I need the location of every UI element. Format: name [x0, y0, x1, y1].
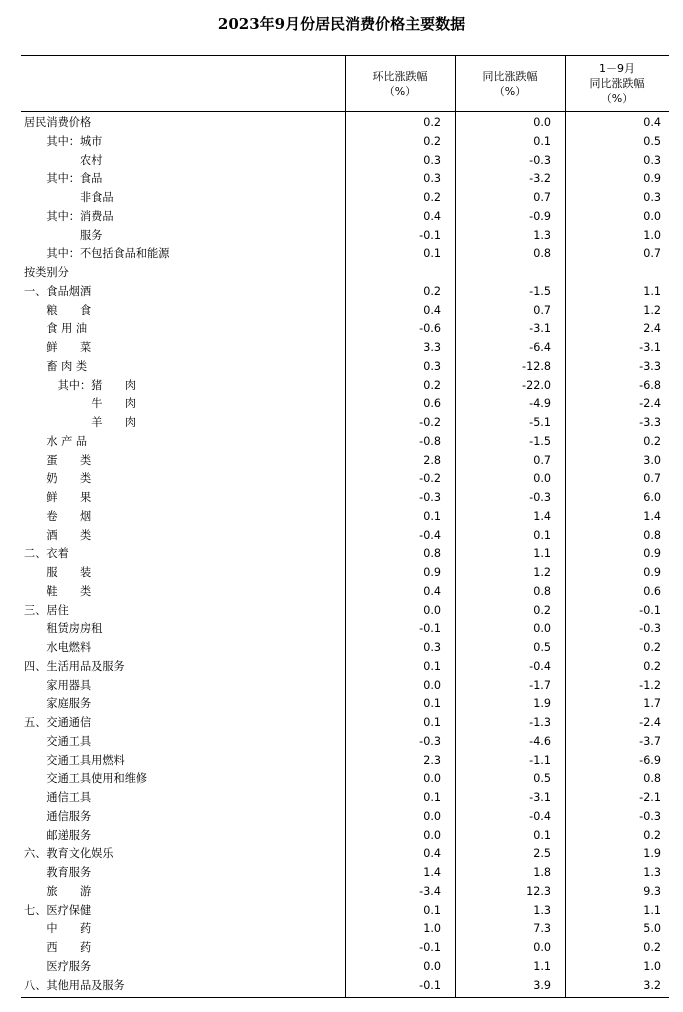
- yoy-value: -4.6: [529, 734, 551, 748]
- row-label: 家用器具: [46, 678, 92, 692]
- table-row: [21, 320, 669, 339]
- row-label: 医疗服务: [46, 959, 92, 973]
- yoy-value: 12.3: [526, 884, 551, 898]
- yoy-value: 7.3: [533, 922, 551, 936]
- row-label: 水 产 品: [46, 434, 88, 448]
- row-label: 食 用 油: [46, 322, 88, 336]
- mom-value: 0.0: [423, 603, 441, 617]
- table-row: [21, 695, 669, 714]
- ytd-value: 0.6: [643, 584, 661, 598]
- table-row: [21, 902, 669, 921]
- mom-value: 0.2: [423, 116, 441, 129]
- yoy-value: -1.5: [529, 434, 551, 448]
- yoy-value: 0.5: [533, 641, 551, 654]
- mom-value: 0.2: [423, 191, 441, 204]
- ytd-value: -0.3: [639, 622, 661, 636]
- row-label: 其中：猪 肉: [57, 378, 136, 392]
- header-ytd-line3: （%）: [600, 92, 634, 105]
- ytd-value: 0.2: [643, 828, 661, 842]
- ytd-value: 0.2: [643, 641, 661, 654]
- row-label: 教育服务: [46, 866, 92, 879]
- ytd-value: 1.3: [643, 866, 661, 879]
- ytd-value: 0.9: [643, 547, 661, 561]
- row-label: 三、居住: [24, 603, 69, 617]
- yoy-value: 0.7: [533, 453, 551, 467]
- header-yoy: [455, 56, 565, 111]
- cpi-table: [21, 55, 669, 998]
- table-row: [21, 714, 669, 733]
- row-label: 服 装: [46, 566, 92, 579]
- ytd-value: 0.3: [643, 191, 661, 204]
- yoy-value: 0.0: [533, 622, 551, 636]
- table-row: [21, 452, 669, 471]
- mom-value: 0.2: [423, 378, 441, 392]
- table-row: [21, 489, 669, 508]
- yoy-value: -3.1: [529, 322, 551, 336]
- ytd-value: 1.1: [643, 284, 661, 298]
- ytd-value: 0.8: [643, 528, 661, 542]
- mom-value: 0.3: [423, 172, 441, 186]
- row-label: 其中：城市: [46, 134, 103, 148]
- table-row: [21, 808, 669, 827]
- yoy-value: 0.0: [533, 472, 551, 486]
- ytd-value: 0.7: [643, 247, 661, 261]
- row-label: 非食品: [80, 191, 114, 204]
- ytd-value: 0.4: [643, 116, 661, 129]
- yoy-value: -5.1: [529, 416, 551, 429]
- yoy-value: 2.5: [533, 847, 551, 861]
- row-label: 粮 食: [46, 303, 92, 317]
- row-label: 交通工具: [46, 734, 92, 748]
- mom-value: -0.1: [419, 978, 441, 992]
- mom-value: 0.0: [423, 809, 441, 823]
- table-row: [21, 339, 669, 358]
- ytd-value: 1.9: [643, 847, 661, 861]
- mom-value: 0.4: [423, 847, 441, 861]
- mom-value: 0.0: [423, 828, 441, 842]
- table-row: [21, 677, 669, 696]
- mom-value: -0.1: [419, 228, 441, 242]
- ytd-value: -6.8: [639, 378, 661, 392]
- ytd-value: -2.4: [639, 397, 661, 411]
- table-row: [21, 752, 669, 771]
- mom-value: 1.0: [423, 922, 441, 936]
- ytd-value: 0.7: [643, 472, 661, 486]
- header-mom-line1: 环比涨跌幅: [372, 69, 428, 83]
- row-label: 水电燃料: [46, 641, 92, 654]
- table-row: [21, 395, 669, 414]
- mom-value: -0.2: [419, 416, 441, 429]
- table-row: [21, 845, 669, 864]
- mom-value: -0.3: [419, 734, 441, 748]
- yoy-value: 0.1: [533, 828, 551, 842]
- row-label: 通信服务: [46, 809, 92, 823]
- ytd-value: 6.0: [643, 491, 661, 504]
- table-row: [21, 358, 669, 377]
- mom-value: 0.4: [423, 584, 441, 598]
- mom-value: 2.3: [423, 753, 441, 767]
- yoy-value: 0.7: [533, 303, 551, 317]
- table-row: [21, 527, 669, 546]
- yoy-value: 3.9: [533, 978, 551, 992]
- mom-value: 0.1: [423, 903, 441, 917]
- ytd-value: 0.9: [643, 566, 661, 579]
- yoy-value: 1.3: [533, 228, 551, 242]
- ytd-value: 2.4: [643, 322, 661, 336]
- row-label: 按类别分: [24, 266, 69, 279]
- table-row: [21, 508, 669, 527]
- yoy-value: -1.5: [529, 284, 551, 298]
- ytd-value: 0.0: [643, 209, 661, 223]
- mom-value: 1.4: [423, 866, 441, 879]
- mom-value: -3.4: [419, 884, 441, 898]
- header-ytd: [565, 56, 669, 111]
- ytd-value: -0.1: [639, 603, 661, 617]
- table-row: [21, 639, 669, 658]
- mom-value: 0.2: [423, 284, 441, 298]
- yoy-value: 0.0: [533, 941, 551, 954]
- mom-value: 0.1: [423, 697, 441, 711]
- yoy-value: 1.4: [533, 509, 551, 523]
- mom-value: 0.0: [423, 959, 441, 973]
- yoy-value: 1.1: [533, 959, 551, 973]
- row-label: 畜 肉 类: [46, 359, 88, 373]
- ytd-value: 0.2: [643, 941, 661, 954]
- header-ytd-line2: 同比涨跌幅: [589, 77, 645, 90]
- table-row: [21, 264, 669, 283]
- row-label: 奶 类: [46, 472, 92, 486]
- table-row: [21, 170, 669, 189]
- row-label: 旅 游: [46, 884, 92, 898]
- table-row: [21, 245, 669, 264]
- table-row: [21, 920, 669, 939]
- table-row: [21, 227, 669, 246]
- yoy-value: -12.8: [522, 359, 551, 373]
- yoy-value: -0.9: [529, 209, 551, 223]
- table-row: [21, 883, 669, 902]
- ytd-value: -0.3: [639, 809, 661, 823]
- table-row: [21, 733, 669, 752]
- ytd-value: 9.3: [643, 884, 661, 898]
- table-row: [21, 545, 669, 564]
- row-label: 中 药: [46, 922, 92, 936]
- ytd-value: 1.0: [643, 959, 661, 973]
- table-row: [21, 939, 669, 958]
- row-label: 其中：不包括食品和能源: [46, 247, 170, 261]
- yoy-value: -3.1: [529, 791, 551, 804]
- table-row: [21, 470, 669, 489]
- yoy-value: -0.3: [529, 491, 551, 504]
- mom-value: 0.0: [423, 678, 441, 692]
- yoy-value: 0.1: [533, 134, 551, 148]
- mom-value: 0.1: [423, 247, 441, 261]
- ytd-value: -6.9: [639, 753, 661, 767]
- row-label: 交通工具使用和维修: [46, 772, 148, 786]
- row-label: 邮递服务: [46, 828, 92, 842]
- yoy-value: -0.4: [529, 659, 551, 673]
- row-label: 卷 烟: [46, 509, 92, 523]
- ytd-value: -1.2: [639, 678, 661, 692]
- table-row: [21, 789, 669, 808]
- table-body: [21, 114, 669, 995]
- mom-value: -0.1: [419, 941, 441, 954]
- ytd-value: -2.1: [639, 791, 661, 804]
- mom-value: 2.8: [423, 453, 441, 467]
- row-label: 四、生活用品及服务: [24, 659, 125, 673]
- row-label: 蛋 类: [46, 453, 92, 467]
- header-mom-line2: （%）: [383, 84, 417, 98]
- yoy-value: 1.3: [533, 903, 551, 917]
- yoy-value: 1.8: [533, 866, 551, 879]
- header-mom: [345, 56, 455, 111]
- row-label: 通信工具: [46, 791, 92, 804]
- row-label: 服务: [80, 228, 103, 242]
- row-label: 其中：食品: [46, 172, 103, 186]
- mom-value: -0.4: [419, 528, 441, 542]
- ytd-value: 0.8: [643, 772, 661, 786]
- table-row: [21, 433, 669, 452]
- mom-value: -0.6: [419, 322, 441, 336]
- yoy-value: 1.1: [533, 547, 551, 561]
- yoy-value: -1.3: [529, 716, 551, 729]
- table-row: [21, 620, 669, 639]
- header-divider: [21, 111, 669, 112]
- yoy-value: -22.0: [522, 378, 551, 392]
- table-row: [21, 302, 669, 321]
- mom-value: 0.1: [423, 716, 441, 729]
- yoy-value: 1.9: [533, 697, 551, 711]
- table-row: [21, 414, 669, 433]
- yoy-value: 0.7: [533, 191, 551, 204]
- table-row: [21, 583, 669, 602]
- ytd-value: 3.2: [643, 978, 661, 992]
- table-row: [21, 827, 669, 846]
- mom-value: 0.1: [423, 659, 441, 673]
- ytd-value: -3.3: [639, 359, 661, 373]
- mom-value: 0.3: [423, 359, 441, 373]
- ytd-value: -3.1: [639, 341, 661, 354]
- row-label: 一、食品烟酒: [24, 284, 92, 298]
- yoy-value: -0.4: [529, 809, 551, 823]
- table-row: [21, 564, 669, 583]
- header-ytd-line1: 1－9月: [599, 62, 635, 75]
- row-label: 七、医疗保健: [24, 903, 92, 917]
- mom-value: 0.1: [423, 791, 441, 804]
- mom-value: 0.1: [423, 509, 441, 523]
- ytd-value: 0.5: [643, 134, 661, 148]
- table-row: [21, 602, 669, 621]
- yoy-value: 0.5: [533, 772, 551, 786]
- table-row: [21, 864, 669, 883]
- table-row: [21, 977, 669, 996]
- row-label: 二、衣着: [24, 547, 69, 561]
- ytd-value: 1.0: [643, 228, 661, 242]
- mom-value: 0.2: [423, 134, 441, 148]
- ytd-value: 0.9: [643, 172, 661, 186]
- ytd-value: 1.7: [643, 697, 661, 711]
- mom-value: 0.6: [423, 397, 441, 411]
- page-title: 2023年9月份居民消费价格主要数据: [217, 15, 466, 33]
- yoy-value: -0.3: [529, 153, 551, 167]
- mom-value: -0.3: [419, 491, 441, 504]
- ytd-value: 0.3: [643, 153, 661, 167]
- ytd-value: 3.0: [643, 453, 661, 467]
- row-label: 西 药: [46, 941, 92, 954]
- mom-value: 3.3: [423, 341, 441, 354]
- row-label: 牛 肉: [91, 397, 136, 411]
- mom-value: -0.2: [419, 472, 441, 486]
- row-label: 羊 肉: [91, 416, 136, 429]
- mom-value: 0.8: [423, 547, 441, 561]
- yoy-value: 0.2: [533, 603, 551, 617]
- row-label: 六、教育文化娱乐: [24, 847, 114, 861]
- row-label: 交通工具用燃料: [46, 753, 125, 767]
- yoy-value: -1.7: [529, 678, 551, 692]
- ytd-value: 1.4: [643, 509, 661, 523]
- row-label: 鲜 菜: [46, 341, 92, 354]
- ytd-value: -2.4: [639, 716, 661, 729]
- yoy-value: -6.4: [529, 341, 551, 354]
- row-label: 八、其他用品及服务: [24, 978, 125, 992]
- yoy-value: -1.1: [529, 753, 551, 767]
- ytd-value: 5.0: [643, 922, 661, 936]
- mom-value: 0.4: [423, 303, 441, 317]
- header-yoy-line2: （%）: [493, 84, 527, 98]
- mom-value: 0.4: [423, 209, 441, 223]
- row-label: 鞋 类: [46, 584, 92, 598]
- table-row: [21, 133, 669, 152]
- table-row: [21, 114, 669, 133]
- table-row: [21, 283, 669, 302]
- yoy-value: 0.1: [533, 528, 551, 542]
- row-label: 其中：消费品: [46, 209, 114, 223]
- mom-value: 0.3: [423, 153, 441, 167]
- ytd-value: -3.7: [639, 734, 661, 748]
- yoy-value: 1.2: [533, 566, 551, 579]
- yoy-value: 0.8: [533, 247, 551, 261]
- row-label: 五、交通通信: [24, 716, 92, 729]
- row-label: 鲜 果: [46, 491, 92, 504]
- table-row: [21, 958, 669, 977]
- table-row: [21, 189, 669, 208]
- yoy-value: 0.0: [533, 116, 551, 129]
- ytd-value: 1.1: [643, 903, 661, 917]
- row-label: 农村: [80, 153, 103, 167]
- ytd-value: 0.2: [643, 434, 661, 448]
- ytd-value: -3.3: [639, 416, 661, 429]
- yoy-value: -4.9: [529, 397, 551, 411]
- yoy-value: 0.8: [533, 584, 551, 598]
- row-label: 居民消费价格: [24, 116, 92, 129]
- header-yoy-line1: 同比涨跌幅: [482, 69, 538, 83]
- table-row: [21, 770, 669, 789]
- mom-value: 0.0: [423, 772, 441, 786]
- row-label: 租赁房房租: [46, 622, 103, 636]
- ytd-value: 0.2: [643, 659, 661, 673]
- table-row: [21, 208, 669, 227]
- row-label: 酒 类: [46, 528, 92, 542]
- mom-value: -0.8: [419, 434, 441, 448]
- table-row: [21, 658, 669, 677]
- mom-value: 0.3: [423, 641, 441, 654]
- ytd-value: 1.2: [643, 303, 661, 317]
- table-row: [21, 377, 669, 396]
- row-label: 家庭服务: [46, 697, 92, 711]
- table-row: [21, 152, 669, 171]
- yoy-value: -3.2: [529, 172, 551, 186]
- mom-value: 0.9: [423, 566, 441, 579]
- mom-value: -0.1: [419, 622, 441, 636]
